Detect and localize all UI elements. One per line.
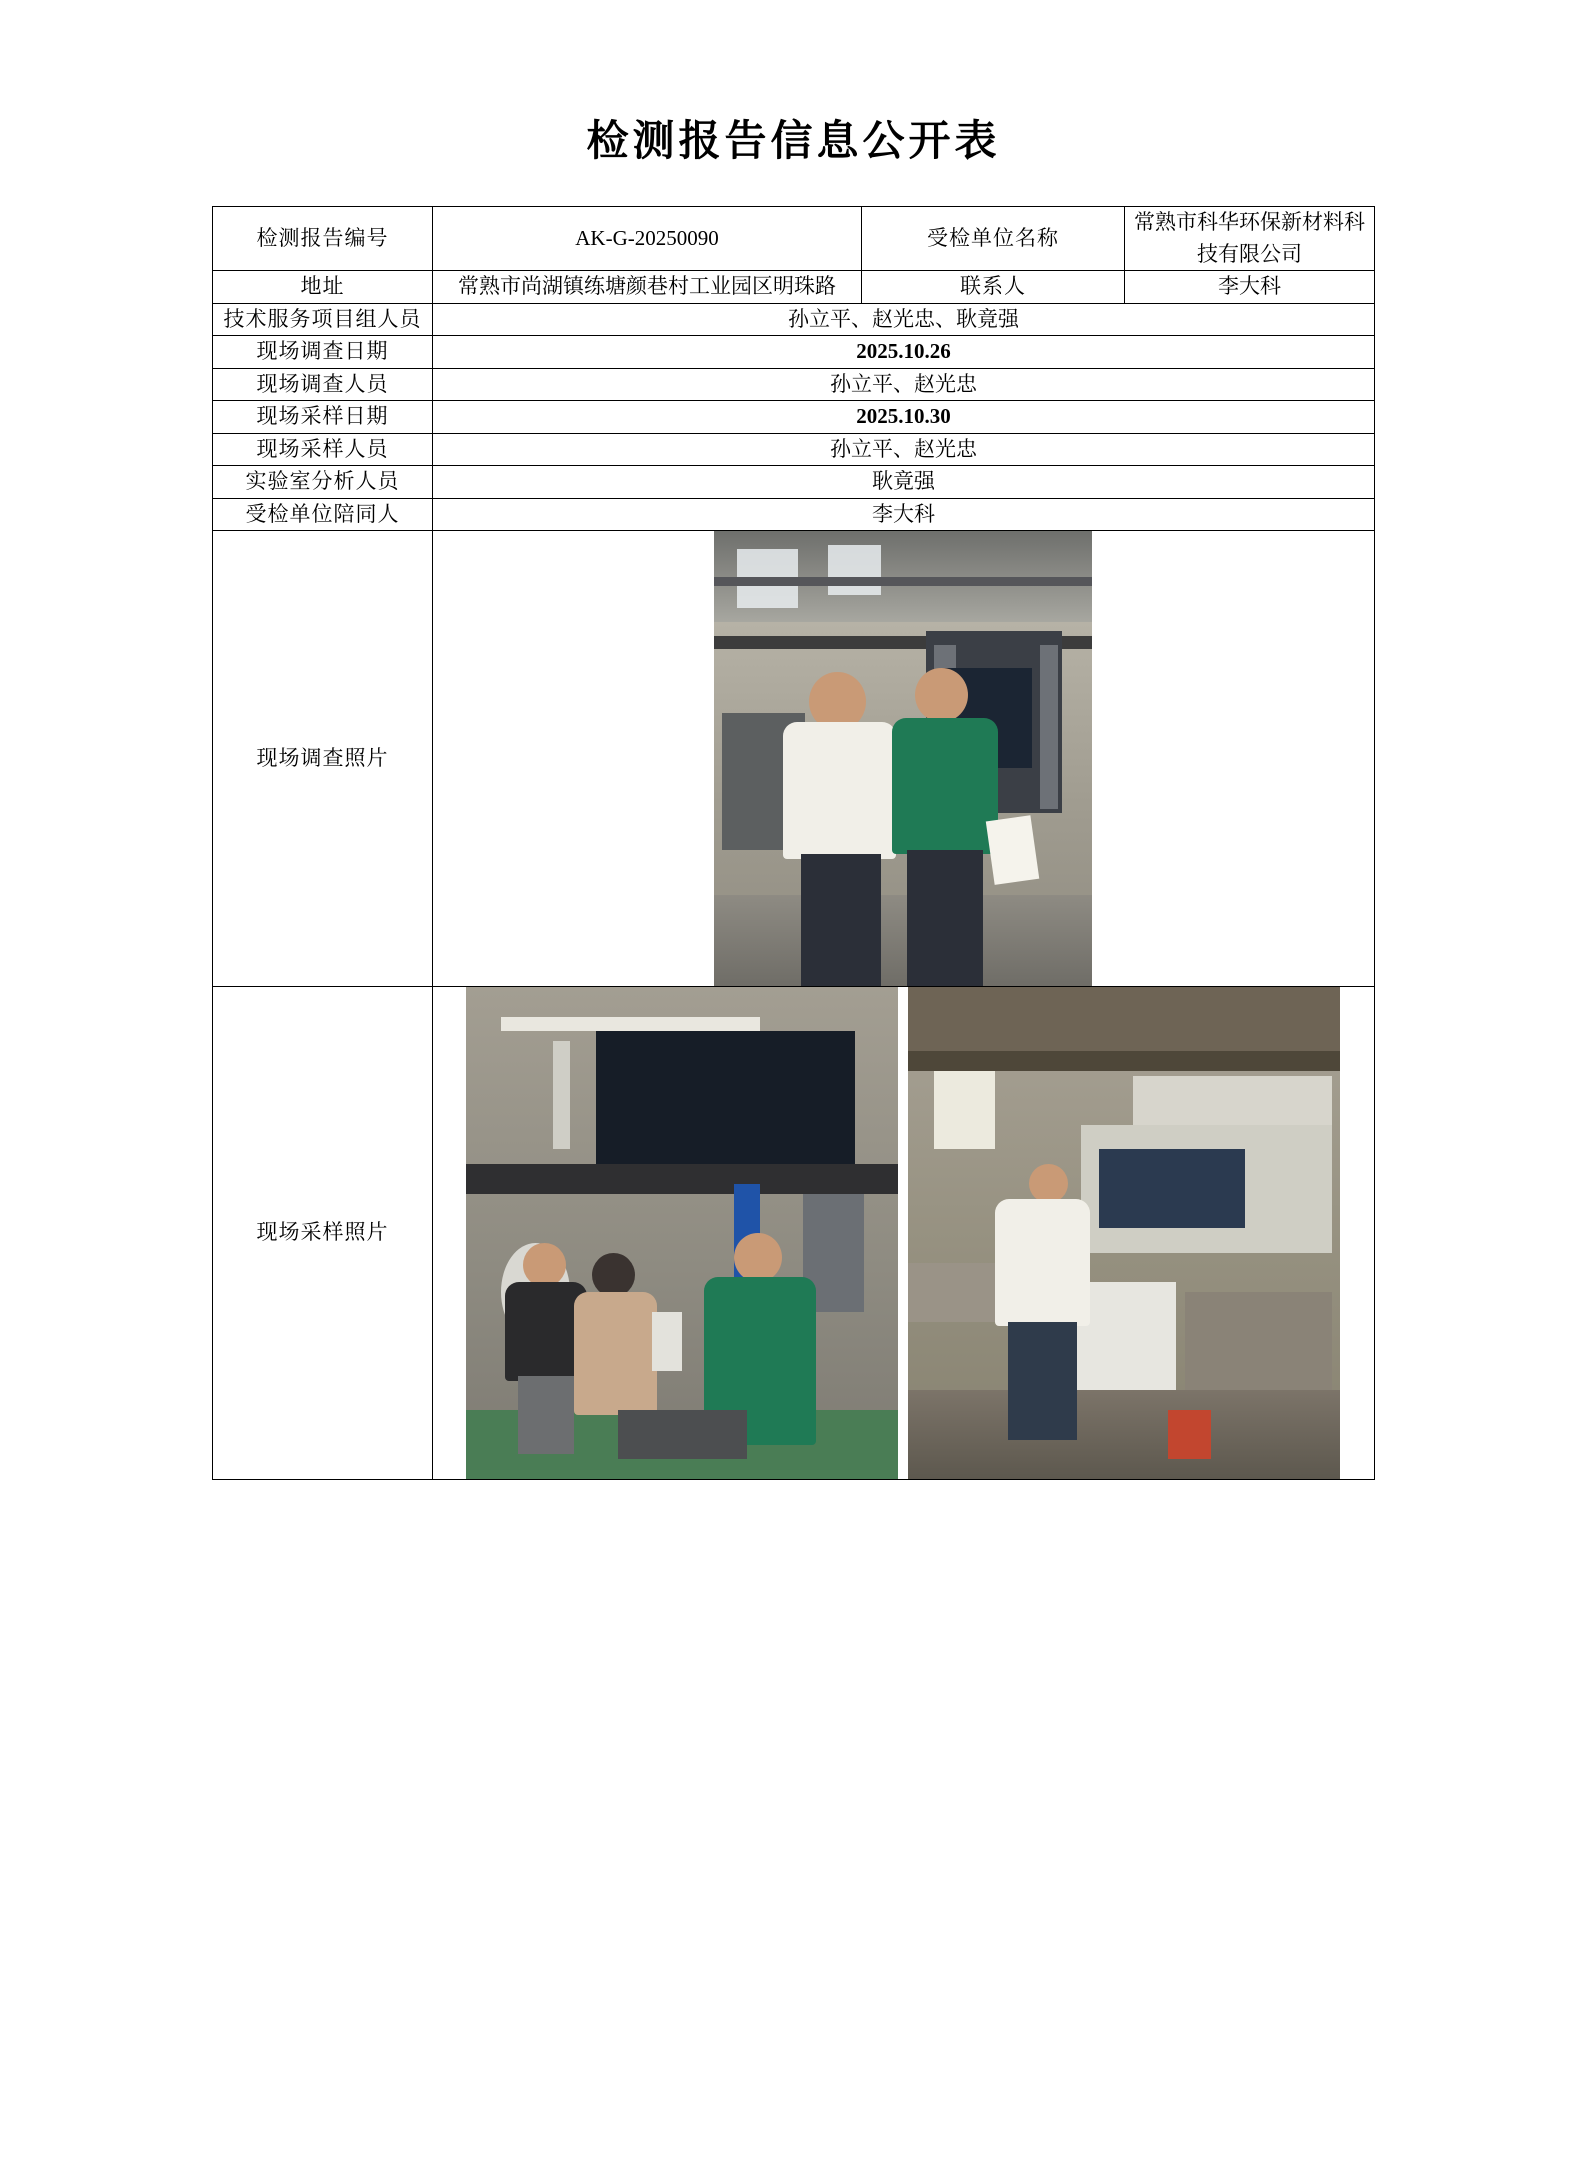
sampling-workers-photo bbox=[466, 987, 898, 1479]
label-contact-person: 联系人 bbox=[862, 271, 1125, 304]
table-row bbox=[212, 271, 1374, 304]
label-survey-staff: 现场调查人员 bbox=[212, 368, 432, 401]
label-company-name: 受检单位名称 bbox=[862, 207, 1125, 271]
table-row bbox=[212, 303, 1374, 336]
sampling-machine-photo bbox=[908, 987, 1340, 1479]
table-row-sampling-photos bbox=[212, 987, 1374, 1480]
value-lab-analyst: 耿竟强 bbox=[432, 466, 1374, 499]
sampling-photos-cell bbox=[432, 987, 1374, 1480]
report-info-table bbox=[212, 206, 1375, 1480]
label-sampling-staff: 现场采样人员 bbox=[212, 433, 432, 466]
value-survey-date: 2025.10.26 bbox=[432, 336, 1374, 369]
table-row-survey-photos bbox=[212, 531, 1374, 987]
label-survey-date: 现场调查日期 bbox=[212, 336, 432, 369]
factory-two-men-photo bbox=[714, 531, 1092, 986]
value-address: 常熟市尚湖镇练塘颜巷村工业园区明珠路 bbox=[432, 271, 861, 304]
table-row bbox=[212, 368, 1374, 401]
value-contact-person: 李大科 bbox=[1125, 271, 1375, 304]
value-company-escort: 李大科 bbox=[432, 498, 1374, 531]
document-page bbox=[0, 108, 1587, 2159]
label-lab-analyst: 实验室分析人员 bbox=[212, 466, 432, 499]
value-project-team: 孙立平、赵光忠、耿竟强 bbox=[432, 303, 1374, 336]
value-sampling-date: 2025.10.30 bbox=[432, 401, 1374, 434]
label-company-escort: 受检单位陪同人 bbox=[212, 498, 432, 531]
label-address: 地址 bbox=[212, 271, 432, 304]
label-report-number: 检测报告编号 bbox=[212, 207, 432, 271]
label-survey-photos: 现场调查照片 bbox=[212, 531, 432, 987]
page-title: 检测报告信息公开表 bbox=[586, 119, 1001, 165]
table-row bbox=[212, 207, 1374, 271]
survey-photos-cell bbox=[432, 531, 1374, 987]
table-row bbox=[212, 433, 1374, 466]
table-row bbox=[212, 336, 1374, 369]
label-sampling-photos: 现场采样照片 bbox=[212, 987, 432, 1480]
table-row bbox=[212, 498, 1374, 531]
value-company-name: 常熟市科华环保新材料科技有限公司 bbox=[1125, 207, 1375, 271]
value-survey-staff: 孙立平、赵光忠 bbox=[432, 368, 1374, 401]
label-project-team: 技术服务项目组人员 bbox=[212, 303, 432, 336]
label-sampling-date: 现场采样日期 bbox=[212, 401, 432, 434]
photo-group-sampling bbox=[433, 987, 1374, 1479]
value-sampling-staff: 孙立平、赵光忠 bbox=[432, 433, 1374, 466]
table-row bbox=[212, 466, 1374, 499]
table-row bbox=[212, 401, 1374, 434]
photo-group-survey bbox=[433, 531, 1374, 986]
value-report-number: AK-G-20250090 bbox=[432, 207, 861, 271]
